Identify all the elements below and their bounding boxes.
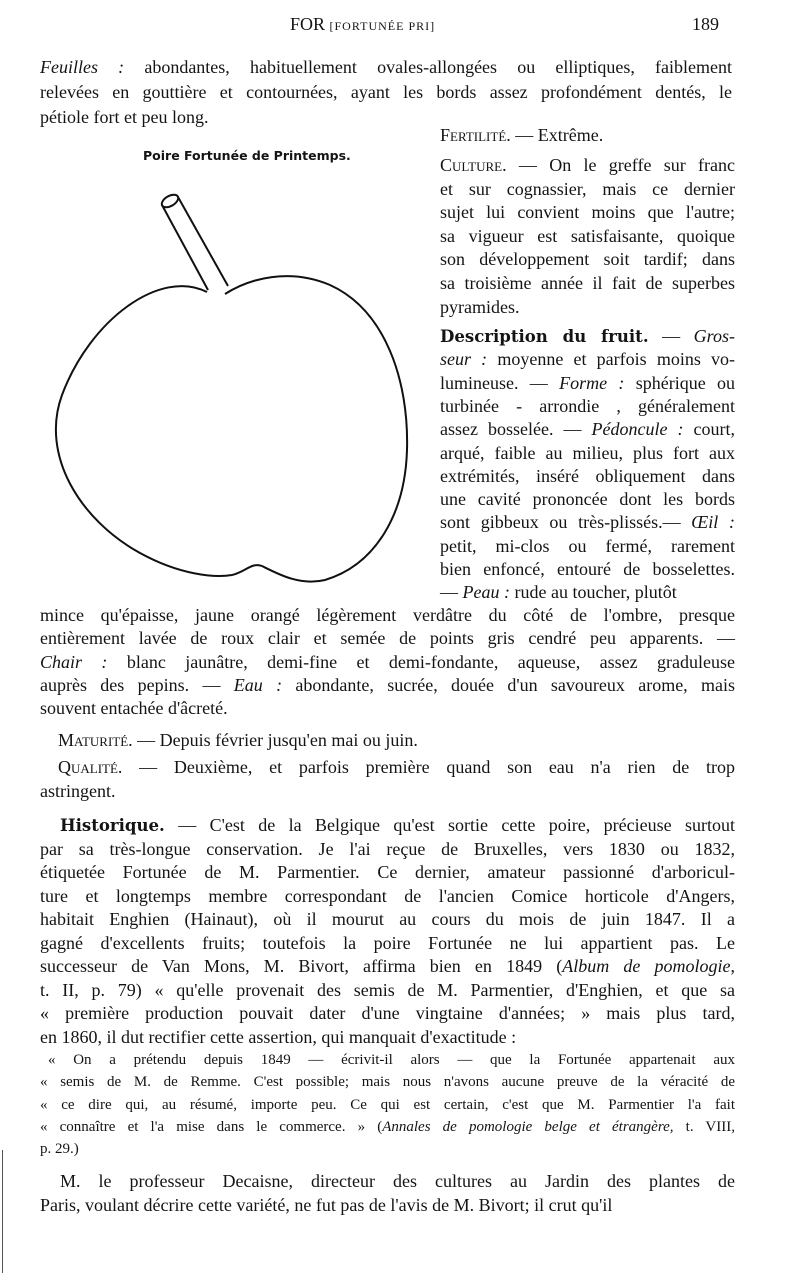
text-line [440,465,735,487]
text-run: lumineuse. — [440,372,560,393]
text-line [40,1116,735,1138]
text-line [440,248,735,270]
text-run: — [440,582,463,603]
text-run: assez bosselée. — [440,419,592,440]
text-run: turbinée - arrondie , généralement [440,395,735,416]
text-run: sa troisième année il fait de superbes [440,273,735,293]
text-line [440,558,735,580]
text-run: « première production pouvait dater d'une vingtaine d'années; » mais plus tard, [40,1003,735,1023]
text-run: — C'est de la Belgique qu'est sortie cette poire, précieuse surtout [164,815,735,835]
text-run: — Extrême. [510,125,604,145]
text-run: gagné d'excellents fruits; toutefois la poire Fortunée ne lui appartient pas. Le [40,932,735,953]
text-run: t. II, p. 79) « qu'elle provenait des semis de M. Parmentier, d'Enghien, et que sa [40,979,735,1000]
text-line [40,651,735,673]
text-run: relevées en gouttière et contournées, ayant les bords assez profondément dentés, le [40,82,732,102]
text-line [40,908,735,930]
text-run: « On a prétendu depuis 1849 — écrivit-il alors — que la Fortunée appartenait aux [48,1052,735,1068]
text-run: sujet lui convient moins que l'autre; [440,202,735,223]
text-run: — On le greffe sur franc [506,155,735,175]
text-line [440,372,735,394]
text-run: ture et longtemps membre correspondant de l'ancien Comice horticole d'Angers, [40,885,735,906]
text-run: pyramides. [440,296,520,317]
italic-term: Pédoncule : [591,419,684,440]
text-line [40,1071,735,1093]
text-run: sont gibbeux ou très-plissés.— [440,512,692,533]
section-heading: Culture. [440,155,507,175]
text-run: étiquetée Fortunée de M. Parmentier. Ce dernier, amateur passionné d'arboricul- [40,862,735,882]
text-run: « semis de M. de Remme. C'est possible; mais nous n'avons aucune preuve de la véracité de [40,1074,735,1091]
text-line [40,1138,79,1160]
italic-term: Feuilles : [40,57,125,77]
section-heading: Qualité. [58,757,123,777]
text-run: blanc jaunâtre, demi-fine et demi-fondante, aqueuse, assez graduleuse [107,651,735,672]
section-heading: Fertilité. [440,125,511,145]
figure-caption: Poire Fortunée de Printemps. [143,148,351,163]
header-title-main: FOR [290,14,326,34]
text-line [440,418,735,440]
text-line [440,535,735,557]
text-run: habitait Enghien (Hainaut), où il mourut au cours du mois de juin 1847. Il a [40,909,735,929]
text-line [60,814,735,836]
italic-term: Forme : [559,372,625,393]
text-run: successeur de Van Mons, M. Bivort, affirma bien en 1849 ( [40,956,563,976]
text-run: rude au toucher, plutôt [509,582,677,603]
italic-term: Eau : [233,674,283,695]
section-heading: Description du fruit. [440,326,649,346]
text-run: « connaître et l'a mise dans le commerce. » ( [40,1118,383,1135]
text-line [440,325,735,347]
text-run: souvent entachée d'âcreté. [40,698,228,719]
text-run: extrémités, inséré obliquement dans [440,465,735,486]
scan-margin-line [2,1150,3,1273]
text-line [40,885,735,907]
text-line [40,979,735,1001]
text-run: — Depuis février jusqu'en mai ou juin. [132,730,418,750]
text-run: astringent. [40,781,116,801]
text-line [58,729,418,751]
running-header [290,14,435,35]
text-run: par sa très-longue conservation. Je l'ai reçue de Bruxelles, vers 1830 ou 1832, [40,838,735,859]
text-line [40,861,735,883]
text-run: — Deuxième, et parfois première quand son eau n'a rien de trop [122,757,735,777]
text-run: abondante, sucrée, douée d'un savoureux arome, mais [282,674,736,695]
text-run: — [648,326,694,346]
page-number: 189 [692,14,719,34]
pear-outline [56,276,407,581]
text-run: son développement soit tardif; dans [440,249,735,270]
text-line [40,780,115,802]
text-run: moyenne et parfois moins vo- [487,349,735,370]
text-line [58,756,735,778]
text-run: « ce dire qui, au résumé, importe peu. Ce qui est certain, c'est que M. Parmentier l'a fait [40,1096,735,1113]
text-run: arqué, faible au milieu, plus fort aux [440,442,735,463]
section-heading: Maturité. [58,730,133,750]
text-run: t. VIII, [673,1118,735,1135]
italic-term: Annales de pomologie belge et étrangère, [382,1118,674,1135]
text-line [440,581,677,603]
text-run: abondantes, habituellement ovales-allongées ou elliptiques, faiblement [124,57,733,77]
text-line [40,1094,735,1116]
text-line [40,1026,516,1048]
italic-term: Gros- [693,326,736,346]
text-run: petit, mi-clos ou fermé, rarement [440,535,735,556]
text-run: Paris, voulant décrire cette variété, ne fut pas de l'avis de M. Bivort; il crut qu'il [40,1194,613,1215]
text-line [60,1170,735,1192]
text-line [440,296,519,318]
italic-term: Œil : [691,512,735,533]
text-run: , [730,956,735,976]
text-line [440,348,735,370]
text-run: M. le professeur Decaisne, directeur des cultures au Jardin des plantes de [60,1171,735,1191]
text-run: sa vigueur est satisfaisante, quoique [440,225,735,246]
pear-stem [162,197,228,290]
pear-drawing-icon [0,180,430,600]
text-line [40,81,732,103]
text-line [40,106,208,128]
text-line [40,674,735,696]
text-line [40,955,735,977]
text-run: entièrement lavée de roux clair et semée de points gris cendré peu apparents. — [40,628,735,649]
italic-term: Album de pomologie [562,956,731,976]
text-run: en 1860, il dut rectifier cette assertion, qui manquait d'exactitude : [40,1026,517,1047]
text-line [40,56,732,78]
text-line [440,488,735,510]
text-line [440,442,735,464]
text-line [40,838,735,860]
section-heading: Historique. [60,815,165,835]
text-line [40,604,735,626]
text-line [440,124,603,146]
text-line [40,697,228,719]
text-line [40,1194,612,1216]
text-run: une cavité prononcée dont les bords [440,489,735,510]
text-line [440,395,735,417]
text-run: auprès des pepins. — [40,674,234,695]
text-line [40,627,735,649]
text-line [440,225,735,247]
text-line [440,154,735,176]
text-run: court, [683,419,735,440]
italic-term: Chair : [40,651,108,672]
text-line [440,178,735,200]
italic-term: Peau : [462,582,510,603]
text-run: et sur cognassier, mais ce dernier [440,178,735,199]
text-run: mince qu'épaisse, jaune orangé légèrement verdâtre du côté de l'ombre, presque [40,605,735,625]
text-line [40,932,735,954]
text-line [40,1002,735,1024]
text-run: sphérique ou [624,372,735,393]
italic-term: seur : [440,349,488,370]
text-line [440,272,735,294]
text-run: pétiole fort et peu long. [40,107,209,127]
text-run: bien enfoncé, entouré de bosselettes. [440,559,735,579]
header-title-sub: [FORTUNÉE PRI] [329,19,436,33]
text-run: p. 29.) [40,1141,79,1158]
text-line [440,201,735,223]
text-line [440,511,735,533]
text-line [48,1049,735,1071]
